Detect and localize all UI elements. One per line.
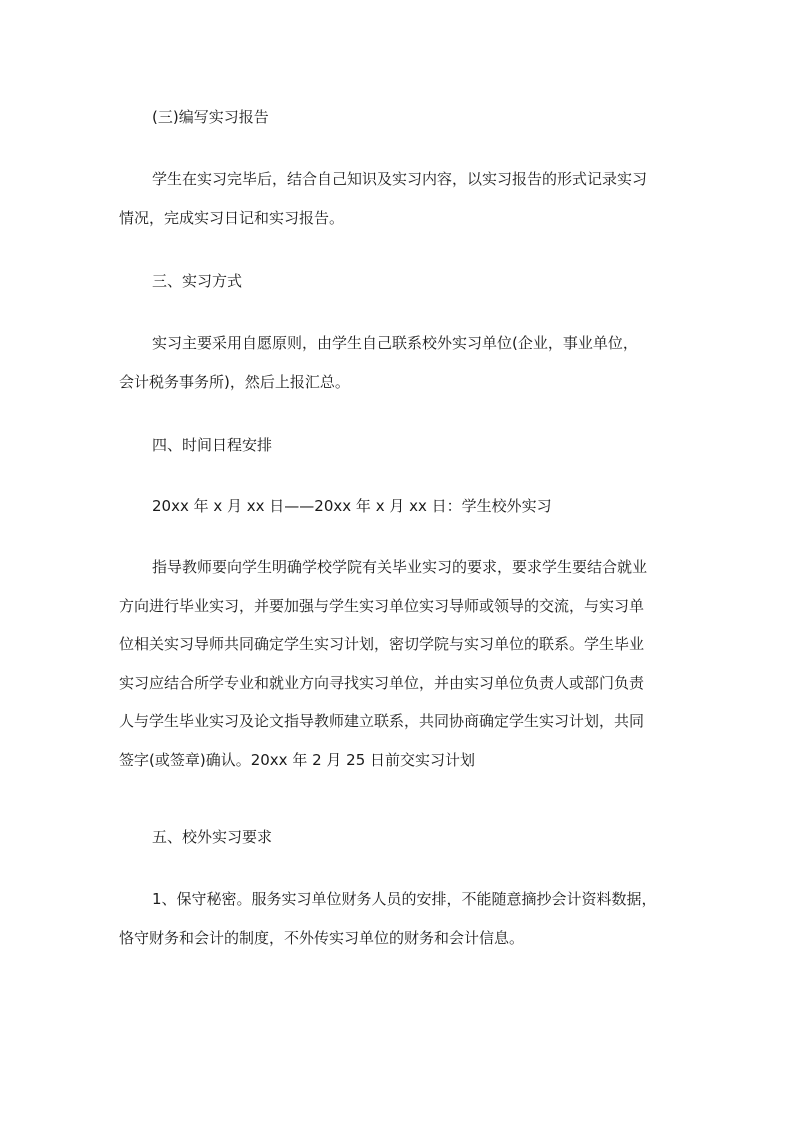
paragraph-line: 实习应结合所学专业和就业方向寻找实习单位，并由实习单位负责人或部门负责 <box>119 673 645 692</box>
heading-text: 三、实习方式 <box>152 272 243 290</box>
heading-text: (三)编写实习报告 <box>152 108 269 126</box>
heading-write-report <box>119 98 689 137</box>
paragraph-line: 签字(或签章)确认。20xx 年 2 月 25 日前交实习计划 <box>119 750 476 769</box>
paragraph-line: 学生在实习完毕后，结合自己知识及实习内容，以实习报告的形式记录实习 <box>152 170 648 188</box>
paragraph-line: 位相关实习导师共同确定学生实习计划，密切学院与实习单位的联系。学生毕业 <box>119 635 645 653</box>
paragraph-line: 指导教师要向学生明确学校学院有关毕业实习的要求，要求学生要结合就业 <box>152 558 648 576</box>
method-paragraph <box>119 324 689 401</box>
heading-requirements <box>119 818 689 857</box>
guidance-paragraph <box>119 548 689 779</box>
report-paragraph <box>119 160 689 237</box>
paragraph-line: 人与学生毕业实习及论文指导教师建立联系，共同协商确定学生实习计划，共同 <box>119 712 645 730</box>
paragraph-line: 会计税务事务所)，然后上报汇总。 <box>119 372 350 391</box>
heading-schedule <box>119 426 689 465</box>
paragraph-line: 情况，完成实习日记和实习报告。 <box>119 208 345 227</box>
schedule-line <box>119 487 689 526</box>
heading-method <box>119 262 689 301</box>
schedule-text: 20xx 年 x 月 xx 日——20xx 年 x 月 xx 日：学生校外实习 <box>152 497 552 515</box>
heading-text: 五、校外实习要求 <box>152 828 273 846</box>
paragraph-line: 恪守财务和会计的制度，不外传实习单位的财务和会计信息。 <box>119 928 525 947</box>
requirement-paragraph <box>119 880 689 957</box>
paragraph-line: 方向进行毕业实习，并要加强与学生实习单位实习导师或领导的交流，与实习单 <box>119 596 645 615</box>
paragraph-line: 实习主要采用自愿原则，由学生自己联系校外实习单位(企业，事业单位， <box>152 334 638 352</box>
heading-text: 四、时间日程安排 <box>152 436 273 454</box>
paragraph-line: 1、保守秘密。服务实习单位财务人员的安排，不能随意摘抄会计资料数据， <box>152 890 657 908</box>
